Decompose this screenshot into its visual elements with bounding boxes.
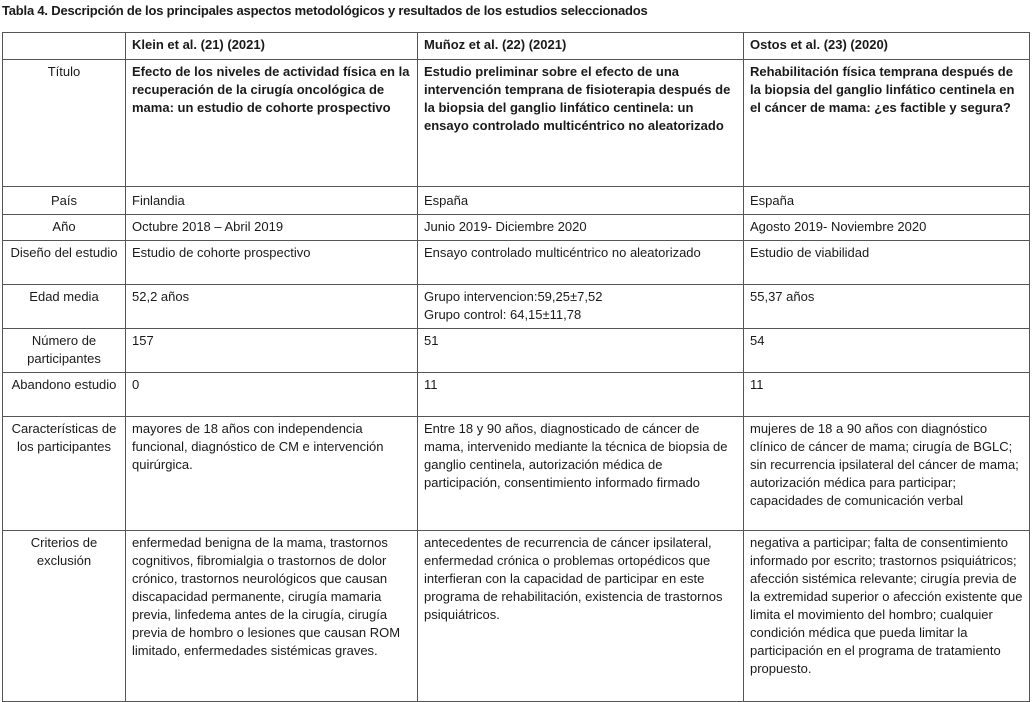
table-row-pais <box>3 187 1030 215</box>
cell-edad-munoz: Grupo intervencion:59,25±7,52 Grupo control: 64,15±11,78 <box>418 285 744 329</box>
table-row-abandono <box>3 373 1030 417</box>
cell-diseno-klein: Estudio de cohorte prospectivo <box>126 241 418 285</box>
studies-table <box>2 32 1030 702</box>
cell-abandono-munoz: 11 <box>418 373 744 417</box>
header-cell-munoz: Muñoz et al. (22) (2021) <box>418 33 744 60</box>
table-caption: Tabla 4. Descripción de los principales aspectos metodológicos y resultados de los estudios seleccionados <box>2 3 648 18</box>
header-cell-ostos: Ostos et al. (23) (2020) <box>744 33 1030 60</box>
cell-titulo-ostos: Rehabilitación física temprana después de la biopsia del ganglio linfático centinela en el cáncer de mama: ¿es factible y segura? <box>744 60 1030 187</box>
row-label-numero: Número de participantes <box>3 329 126 373</box>
table-row-numero <box>3 329 1030 373</box>
cell-anio-munoz: Junio 2019- Diciembre 2020 <box>418 215 744 241</box>
row-label-pais: País <box>3 187 126 215</box>
row-label-titulo: Título <box>3 60 126 187</box>
cell-numero-ostos: 54 <box>744 329 1030 373</box>
cell-pais-munoz: España <box>418 187 744 215</box>
header-cell-klein: Klein et al. (21) (2021) <box>126 33 418 60</box>
row-label-abandono: Abandono estudio <box>3 373 126 417</box>
cell-pais-klein: Finlandia <box>126 187 418 215</box>
cell-numero-klein: 157 <box>126 329 418 373</box>
header-cell-empty <box>3 33 126 60</box>
cell-criterios-klein: enfermedad benigna de la mama, trastornos cognitivos, fibromialgia o trastornos de dolor crónico, trastornos neurológicos que causan discapacidad permanente, cirugía mamaria previa, linfedema antes de la cirugía, cirugía previa de hombro o lesiones que causan ROM limitado, enfermedades sistémicas graves. <box>126 531 418 702</box>
table-row-criterios <box>3 531 1030 702</box>
table-row-caracteristicas <box>3 417 1030 531</box>
table-header-row <box>3 33 1030 60</box>
cell-abandono-ostos: 11 <box>744 373 1030 417</box>
cell-caracteristicas-munoz: Entre 18 y 90 años, diagnosticado de cáncer de mama, intervenido mediante la técnica de biopsia de ganglio centinela, autorización médica de participación, consentimiento informado firmado <box>418 417 744 531</box>
cell-numero-munoz: 51 <box>418 329 744 373</box>
cell-pais-ostos: España <box>744 187 1030 215</box>
table-row-diseno <box>3 241 1030 285</box>
cell-abandono-klein: 0 <box>126 373 418 417</box>
cell-diseno-munoz: Ensayo controlado multicéntrico no aleatorizado <box>418 241 744 285</box>
table-row-edad <box>3 285 1030 329</box>
row-label-caracteristicas: Características de los participantes <box>3 417 126 531</box>
cell-caracteristicas-klein: mayores de 18 años con independencia funcional, diagnóstico de CM e intervención quirúrgica. <box>126 417 418 531</box>
cell-criterios-munoz: antecedentes de recurrencia de cáncer ipsilateral, enfermedad crónica o problemas ortopédicos que interfieran con la capacidad de participar en este programa de rehabilitación, existencia de trastornos psiquiátricos. <box>418 531 744 702</box>
row-label-anio: Año <box>3 215 126 241</box>
cell-edad-ostos: 55,37 años <box>744 285 1030 329</box>
row-label-edad: Edad media <box>3 285 126 329</box>
cell-edad-klein: 52,2 años <box>126 285 418 329</box>
cell-anio-klein: Octubre 2018 – Abril 2019 <box>126 215 418 241</box>
row-label-diseno: Diseño del estudio <box>3 241 126 285</box>
table-row-titulo <box>3 60 1030 187</box>
cell-anio-ostos: Agosto 2019- Noviembre 2020 <box>744 215 1030 241</box>
cell-diseno-ostos: Estudio de viabilidad <box>744 241 1030 285</box>
cell-criterios-ostos: negativa a participar; falta de consentimiento informado por escrito; trastornos psiquiátricos; afección sistémica relevante; cirugía previa de la extremidad superior o afección existente que limita el movimiento del hombro; cualquier condición médica que pueda limitar la participación en el programa de tratamiento propuesto. <box>744 531 1030 702</box>
cell-titulo-munoz: Estudio preliminar sobre el efecto de una intervención temprana de fisioterapia después de la biopsia del ganglio linfático centinela: un ensayo controlado multicéntrico no aleatorizado <box>418 60 744 187</box>
table-row-anio <box>3 215 1030 241</box>
row-label-criterios: Criterios de exclusión <box>3 531 126 702</box>
cell-caracteristicas-ostos: mujeres de 18 a 90 años con diagnóstico clínico de cáncer de mama; cirugía de BGLC; sin recurrencia ipsilateral del cáncer de mama; autorización médica para participar; capacidades de comunicación verbal <box>744 417 1030 531</box>
cell-titulo-klein: Efecto de los niveles de actividad física en la recuperación de la cirugía oncológica de mama: un estudio de cohorte prospectivo <box>126 60 418 187</box>
